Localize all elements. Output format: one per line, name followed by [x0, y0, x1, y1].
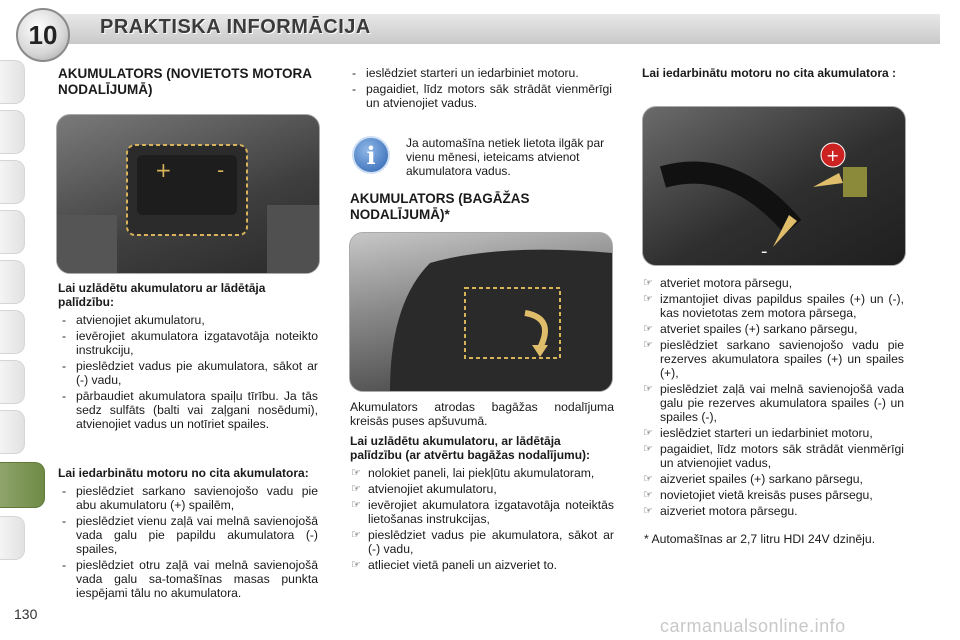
- list-item: ☞ pieslēdziet sarkano savienojošo vadu pie rezerves akumulatora spailes (+) un spailes (+),: [642, 338, 904, 380]
- charge-steps-list: [58, 313, 318, 431]
- list-item: - ievērojiet akumulatora izgatavotāja noteikto instrukciju,: [58, 329, 318, 357]
- jump-terminals-illustration: [643, 107, 905, 265]
- boot-battery-photo: [349, 232, 613, 392]
- list-item: - pieslēdziet vienu zaļā vai melnā savienojošā vada galu pie papildu akumulatora (-) spailes,: [58, 514, 318, 556]
- left-column: [58, 66, 318, 98]
- chapter-tab[interactable]: [0, 360, 25, 404]
- start-heading: Lai iedarbinātu motoru no cita akumulatora:: [58, 466, 309, 480]
- list-item: ☞ atvienojiet akumulatoru,: [350, 482, 614, 496]
- list-item: ☞ aizveriet spailes (+) sarkano pārsegu,: [642, 472, 904, 486]
- middle-location-section: [350, 400, 614, 574]
- left-start-section: [58, 466, 318, 602]
- list-item: ☞ pagaidiet, līdz motors sāk strādāt vienmērīgi un atvienojiet vadus,: [642, 442, 904, 470]
- chapter-tabs: [0, 60, 26, 620]
- chapter-tab[interactable]: [0, 160, 25, 204]
- chapter-tab-active[interactable]: [0, 462, 45, 508]
- list-item: - pieslēdziet vadus pie akumulatora, sākot ar (-) vadu,: [58, 359, 318, 387]
- chapter-tab[interactable]: [0, 60, 25, 104]
- info-text: Ja automašīna netiek lietota ilgāk par vienu mēnesi, ieteicams atvienot akumulatora vadus.: [406, 136, 605, 178]
- boot-charge-heading: Lai uzlādētu akumulatoru, ar lādētāja palīdzību (ar atvērtu bagāžas nodalījumu):: [350, 434, 591, 462]
- middle-continued-steps: [348, 66, 612, 112]
- info-note: [352, 136, 612, 178]
- start-steps-list: [58, 484, 318, 600]
- engine-battery-illustration: [57, 115, 319, 273]
- engine-battery-photo: [56, 114, 320, 274]
- chapter-tab[interactable]: [0, 110, 25, 154]
- location-text: Akumulators atrodas bagāžas nodalījuma kreisās puses apšuvumā.: [350, 400, 614, 428]
- right-heading-block: [642, 66, 904, 80]
- watermark: carmanualsonline.info: [660, 616, 846, 636]
- boot-charge-steps-list: [350, 466, 614, 572]
- page-number: 130: [14, 606, 38, 622]
- list-item: ☞ atveriet spailes (+) sarkano pārsegu,: [642, 322, 904, 336]
- list-item: - pieslēdziet otru zaļā vai melnā savienojošā vada galu sa-tomašīnas masas punkta iespējami tālu no akumulatora.: [58, 558, 318, 600]
- list-item: - pieslēdziet sarkano savienojošo vadu pie abu akumulatoru (+) spailēm,: [58, 484, 318, 512]
- section-title-engine-battery: AKUMULATORS (NOVIETOTS MOTORA NODALĪJUMĀ): [58, 66, 312, 97]
- list-item: ☞ atveriet motora pārsegu,: [642, 276, 904, 290]
- chapter-tab[interactable]: [0, 310, 25, 354]
- list-item: - ieslēdziet starteri un iedarbiniet motoru.: [348, 66, 612, 80]
- chapter-badge: 10: [16, 8, 70, 62]
- info-icon: i: [352, 136, 390, 174]
- chapter-tab[interactable]: [0, 410, 25, 454]
- chapter-tab[interactable]: [0, 210, 25, 254]
- svg-text:-: -: [761, 241, 768, 262]
- list-item: ☞ izmantojiet divas papildus spailes (+) un (-), kas novietotas zem motora pārsega,: [642, 292, 904, 320]
- list-item: ☞ atlieciet vietā paneli un aizveriet to.: [350, 558, 614, 572]
- list-item: ☞ ieslēdziet starteri un iedarbiniet motoru,: [642, 426, 904, 440]
- charge-heading: Lai uzlādētu akumulatoru ar lādētāja palīdzību:: [58, 281, 266, 309]
- svg-text:-: -: [217, 158, 225, 182]
- chapter-tab[interactable]: [0, 516, 25, 560]
- section-title-boot-battery: AKUMULATORS (BAGĀŽAS NODALĪJUMĀ)*: [350, 191, 530, 222]
- jump-terminals-photo: [642, 106, 906, 266]
- page-title: PRAKTISKA INFORMĀCIJA: [100, 16, 371, 38]
- list-item: - atvienojiet akumulatoru,: [58, 313, 318, 327]
- left-charge-section: [58, 281, 318, 433]
- footnote: * Automašīnas ar 2,7 litru HDI 24V dzinēju.: [644, 532, 876, 546]
- list-item: - pārbaudiet akumulatora spaiļu tīrību. Ja tās sedz sulfāts (balti vai zaļgani nosēdumi), atvienojiet vadus un notīriet spailes.: [58, 389, 318, 431]
- right-steps-section: [642, 276, 904, 546]
- svg-text:+: +: [155, 158, 172, 182]
- list-item: ☞ pieslēdziet vadus pie akumulatora, sākot ar (-) vadu,: [350, 528, 614, 556]
- list-item: ☞ nolokiet paneli, lai piekļūtu akumulatoram,: [350, 466, 614, 480]
- continued-steps-list: [348, 66, 612, 110]
- list-item: ☞ aizveriet motora pārsegu.: [642, 504, 904, 518]
- jump-start-heading: Lai iedarbinātu motoru no cita akumulatora :: [642, 66, 897, 80]
- list-item: - pagaidiet, līdz motors sāk strādāt vienmērīgi un atvienojiet vadus.: [348, 82, 612, 110]
- svg-text:+: +: [826, 146, 840, 165]
- chapter-tab[interactable]: [0, 260, 25, 304]
- list-item: ☞ ievērojiet akumulatora izgatavotāja noteiktās lietošanas instrukcijas,: [350, 498, 614, 526]
- jump-start-steps-list: [642, 276, 904, 518]
- list-item: ☞ pieslēdziet zaļā vai melnā savienojošā vada galu pie rezerves akumulatora spailes (-) un spailes (-),: [642, 382, 904, 424]
- boot-battery-illustration: [350, 233, 612, 391]
- middle-title-block: [350, 191, 614, 223]
- list-item: ☞ novietojiet vietā kreisās puses pārsegu,: [642, 488, 904, 502]
